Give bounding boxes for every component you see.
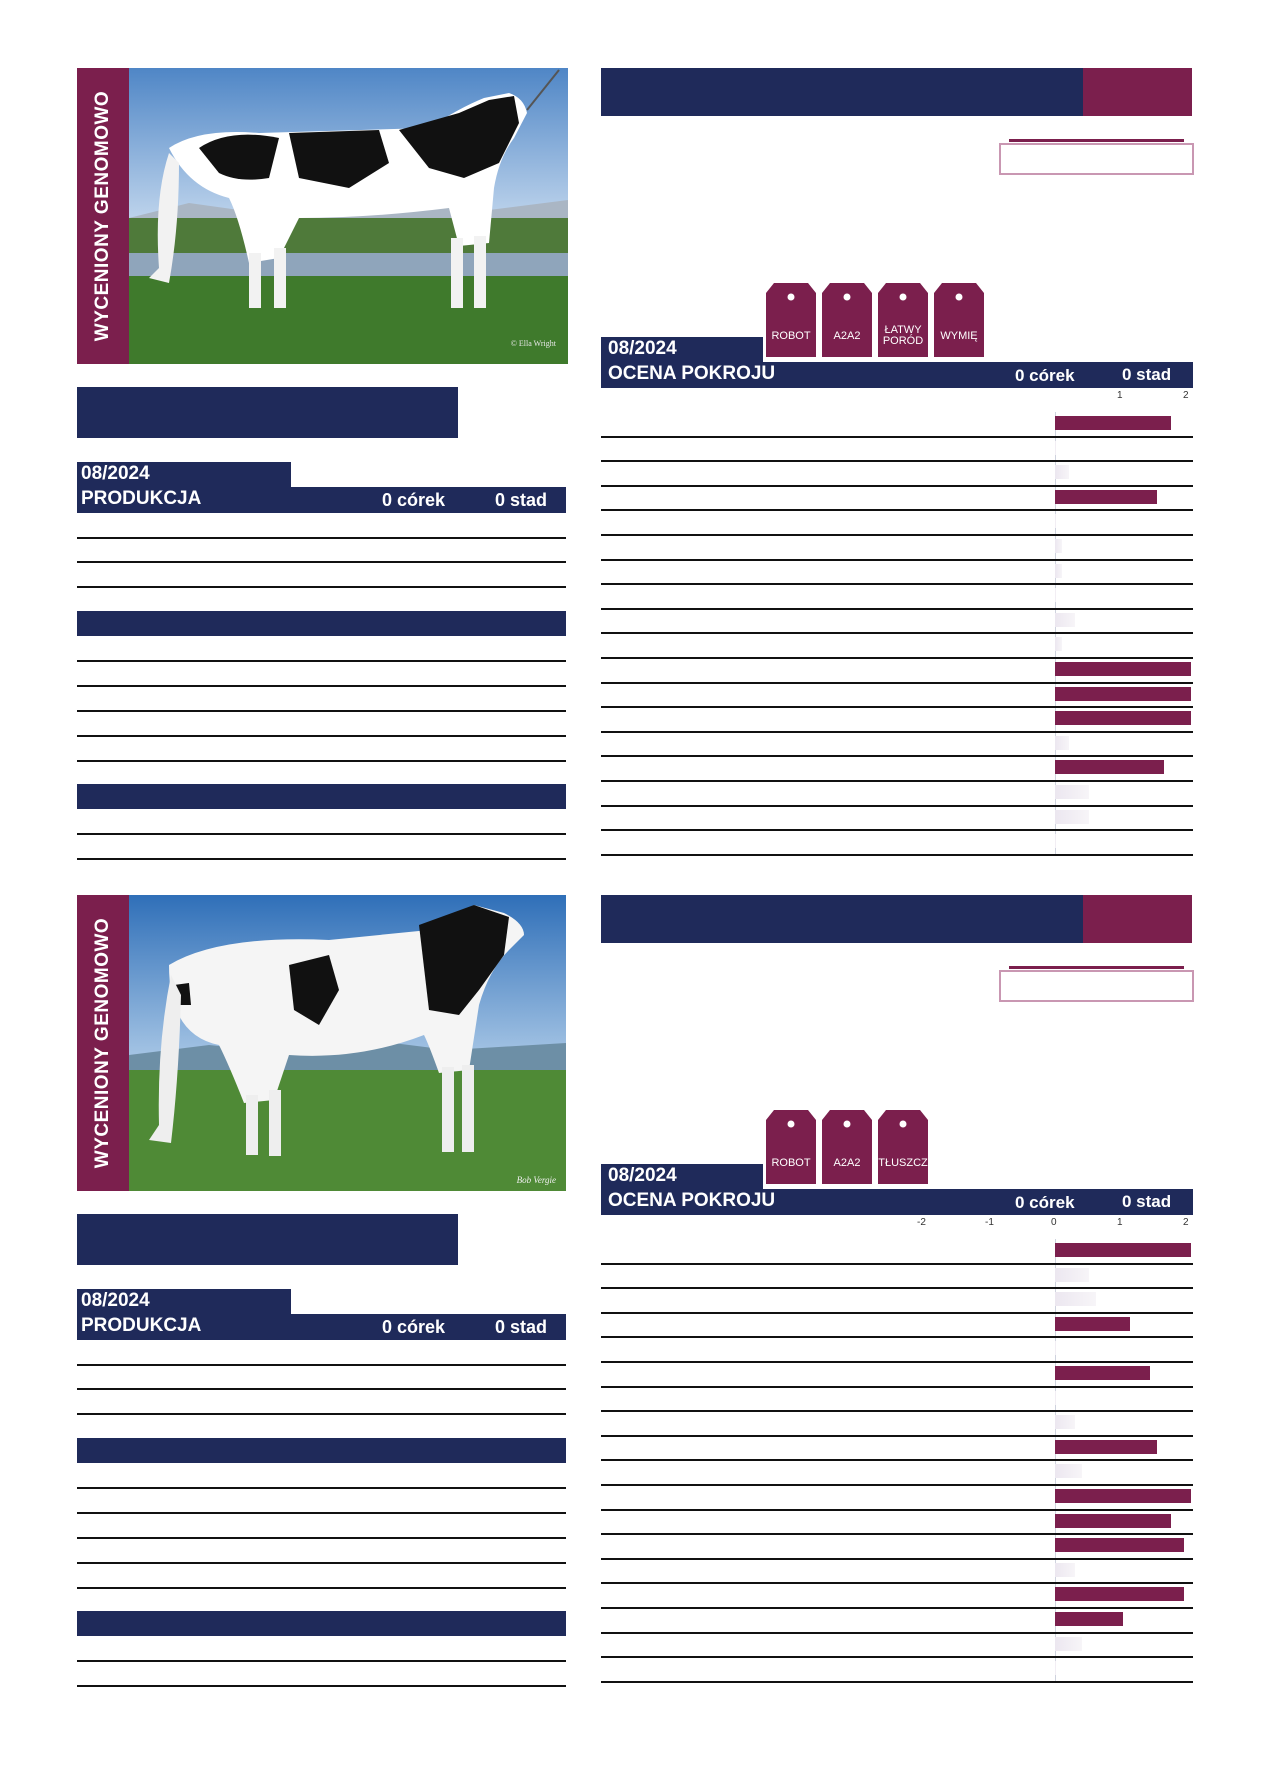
section-bar-2a xyxy=(77,1438,566,1463)
trait-bar xyxy=(1055,760,1164,774)
trait-bar-faint xyxy=(1055,1391,1056,1405)
tag-a2a2: A2A2 xyxy=(822,283,872,357)
trait-row-line xyxy=(601,1681,1193,1683)
trait-row-line xyxy=(601,657,1193,659)
prod-herds-2: 0 stad xyxy=(495,1317,548,1337)
row-line xyxy=(77,760,566,762)
axis-tick-0: 0 xyxy=(1051,1217,1057,1228)
info-box-2 xyxy=(999,970,1194,1002)
trait-bar-faint xyxy=(1055,1563,1075,1577)
trait-bar xyxy=(1055,1514,1171,1528)
trait-bar-faint xyxy=(1055,1464,1082,1478)
bull-photo-2 xyxy=(129,895,566,1191)
trait-row-line xyxy=(601,1459,1193,1461)
trait-row-line xyxy=(601,1312,1193,1314)
trait-row-line xyxy=(601,706,1193,708)
conf-date-1: 08/2024 xyxy=(608,338,677,359)
photo-credit-2: Bob Vergie xyxy=(516,1175,556,1185)
tag-udder: WYMIĘ xyxy=(934,283,984,357)
bull-photo-1 xyxy=(129,68,568,364)
trait-row-line xyxy=(601,1263,1193,1265)
trait-bar-faint xyxy=(1055,834,1056,848)
trait-row-line xyxy=(601,632,1193,634)
row-line xyxy=(77,1562,566,1564)
row-line xyxy=(77,735,566,737)
trait-row-line xyxy=(601,1287,1193,1289)
trait-row-line xyxy=(601,1558,1193,1560)
trait-bar xyxy=(1055,1366,1150,1380)
trait-row-line xyxy=(601,755,1193,757)
trait-row-line xyxy=(601,509,1193,511)
conf-date-2: 08/2024 xyxy=(608,1165,677,1186)
feature-tags-1 xyxy=(766,283,984,357)
row-line xyxy=(77,685,566,687)
prod-date-1: 08/2024 xyxy=(81,463,150,484)
trait-row-line xyxy=(601,854,1193,856)
row-line xyxy=(77,833,566,835)
axis-tick-neg1: -1 xyxy=(985,1217,994,1228)
trait-row-line xyxy=(601,485,1193,487)
trait-bar xyxy=(1055,1243,1191,1257)
trait-row-line xyxy=(601,559,1193,561)
trait-bar-faint xyxy=(1055,810,1089,824)
row-line xyxy=(77,710,566,712)
tag-robot: ROBOT xyxy=(766,1110,816,1184)
trait-row-line xyxy=(601,460,1193,462)
trait-bar xyxy=(1055,662,1191,676)
trait-bar-faint xyxy=(1055,1661,1056,1675)
trait-row-line xyxy=(601,1410,1193,1412)
trait-row-line xyxy=(601,1509,1193,1511)
trait-row-line xyxy=(601,682,1193,684)
status-block-1 xyxy=(1083,68,1192,116)
status-block-2 xyxy=(1083,895,1192,943)
pedigree-box-2 xyxy=(77,1214,458,1265)
trait-bar xyxy=(1055,1538,1184,1552)
trait-bar-faint xyxy=(1055,1637,1082,1651)
prod-title-1: PRODUKCJA xyxy=(81,488,202,509)
side-label-2 xyxy=(77,895,129,1191)
axis-tick-2: 2 xyxy=(1183,390,1189,401)
trait-row-line xyxy=(601,1607,1193,1609)
section-bar-1a xyxy=(77,611,566,636)
trait-row-line xyxy=(601,534,1193,536)
prod-row-line xyxy=(77,586,566,588)
trait-row-line xyxy=(601,1582,1193,1584)
row-line xyxy=(77,1537,566,1539)
trait-bar-faint xyxy=(1055,441,1056,455)
trait-bar-faint xyxy=(1055,785,1089,799)
section-bar-2b xyxy=(77,1611,566,1636)
prod-daughters-2: 0 córek xyxy=(382,1317,446,1337)
pedigree-box-1 xyxy=(77,387,458,438)
tag-easy-calving: ŁATWY PORÓD xyxy=(878,283,928,357)
trait-bar-faint xyxy=(1055,736,1069,750)
trait-row-line xyxy=(601,731,1193,733)
axis-tick-1: 1 xyxy=(1117,390,1123,401)
name-header-2 xyxy=(601,895,1083,943)
conf-daughters-2: 0 córek xyxy=(1015,1193,1075,1212)
prod-row-line xyxy=(77,537,566,539)
trait-row-line xyxy=(601,1435,1193,1437)
trait-bar xyxy=(1055,1489,1191,1503)
photo-credit-1: © Ella Wright xyxy=(510,339,556,348)
trait-row-line xyxy=(601,1386,1193,1388)
trait-row-line xyxy=(601,1656,1193,1658)
conf-daughters-1: 0 córek xyxy=(1015,366,1075,385)
axis-tick-2: 2 xyxy=(1183,1217,1189,1228)
trait-bar xyxy=(1055,1612,1123,1626)
trait-row-line xyxy=(601,1484,1193,1486)
prod-daughters-1: 0 córek xyxy=(382,490,446,510)
name-header-1 xyxy=(601,68,1083,116)
trait-bar-faint xyxy=(1055,564,1062,578)
trait-bar-faint xyxy=(1055,465,1069,479)
trait-bar xyxy=(1055,1587,1184,1601)
row-line xyxy=(77,858,566,860)
trait-row-line xyxy=(601,829,1193,831)
trait-row-line xyxy=(601,436,1193,438)
trait-bar-faint xyxy=(1055,539,1062,553)
prod-row-line xyxy=(77,1388,566,1390)
prod-title-2: PRODUKCJA xyxy=(81,1315,202,1336)
tag-a2a2: A2A2 xyxy=(822,1110,872,1184)
trait-bar xyxy=(1055,1440,1157,1454)
trait-bar-faint xyxy=(1055,1268,1089,1282)
conf-title-2: OCENA POKROJU xyxy=(608,1190,776,1211)
row-line xyxy=(77,1487,566,1489)
axis-tick-neg2: -2 xyxy=(917,1217,926,1228)
prod-date-2: 08/2024 xyxy=(81,1290,150,1311)
trait-bar xyxy=(1055,416,1171,430)
conf-herds-2: 0 stad xyxy=(1122,1192,1172,1211)
trait-row-line xyxy=(601,583,1193,585)
row-line xyxy=(77,1685,566,1687)
trait-row-line xyxy=(601,1361,1193,1363)
trait-bar xyxy=(1055,490,1157,504)
axis-tick-1: 1 xyxy=(1117,1217,1123,1228)
row-line xyxy=(77,1660,566,1662)
trait-bar-faint xyxy=(1055,637,1062,651)
trait-bar-faint xyxy=(1055,1415,1075,1429)
trait-row-line xyxy=(601,1336,1193,1338)
trait-row-line xyxy=(601,1632,1193,1634)
prod-row-line xyxy=(77,561,566,563)
trait-bar-faint xyxy=(1055,613,1075,627)
conf-herds-1: 0 stad xyxy=(1122,365,1172,384)
trait-row-line xyxy=(601,608,1193,610)
trait-bar-faint xyxy=(1055,1292,1096,1306)
info-box-1 xyxy=(999,143,1194,175)
row-line xyxy=(77,1512,566,1514)
side-label-1 xyxy=(77,68,129,364)
trait-bar xyxy=(1055,1317,1130,1331)
trait-row-line xyxy=(601,1533,1193,1535)
prod-row-line xyxy=(77,1413,566,1415)
row-line xyxy=(77,660,566,662)
conf-title-1: OCENA POKROJU xyxy=(608,363,776,384)
trait-row-line xyxy=(601,780,1193,782)
trait-bar-faint xyxy=(1055,1341,1056,1355)
feature-tags-2 xyxy=(766,1110,928,1184)
trait-bar xyxy=(1055,687,1191,701)
trait-bar xyxy=(1055,711,1191,725)
tag-robot: ROBOT xyxy=(766,283,816,357)
trait-bar-faint xyxy=(1055,514,1056,528)
trait-row-line xyxy=(601,805,1193,807)
prod-herds-1: 0 stad xyxy=(495,490,548,510)
prod-row-line xyxy=(77,1364,566,1366)
section-bar-1b xyxy=(77,784,566,809)
trait-bar-faint xyxy=(1055,588,1056,602)
side-label-text: WYCENIONY GENOMOWO xyxy=(92,90,113,342)
tag-fat: TŁUSZCZ xyxy=(878,1110,928,1184)
row-line xyxy=(77,1587,566,1589)
side-label-text: WYCENIONY GENOMOWO xyxy=(92,917,113,1169)
